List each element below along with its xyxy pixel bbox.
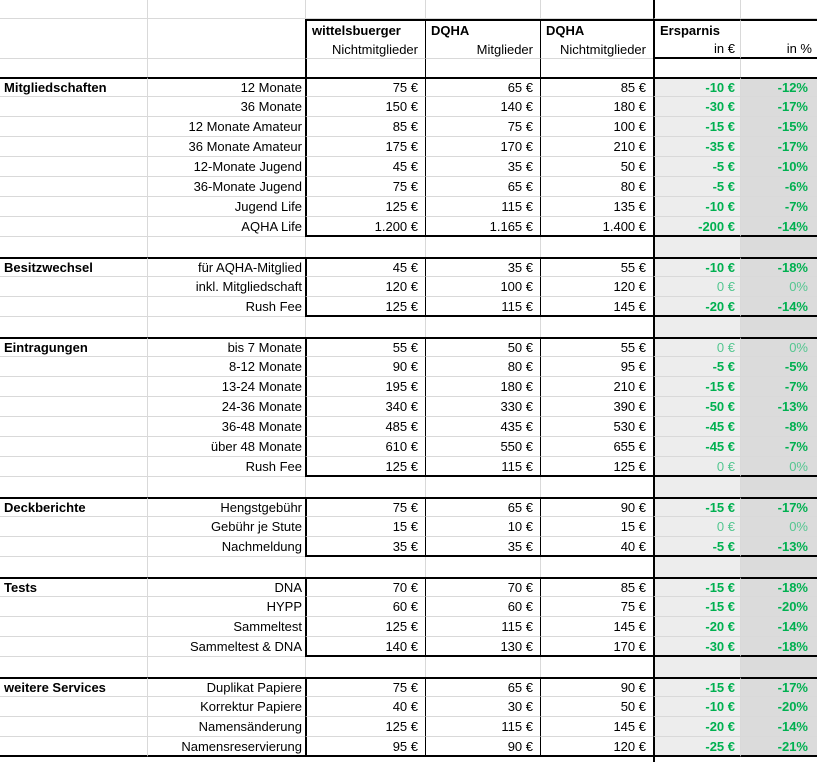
cell-category [0,517,147,537]
cell-category [0,597,147,617]
cell-saving-eur: -5 € [653,357,740,377]
header-dqha-nichtmitglieder: DQHA [540,19,653,40]
cell-item-label: DNA [147,577,305,597]
cell-price-dqha-nichtmitglieder: 210 € [540,137,653,157]
cell-price-dqha-nichtmitglieder: 40 € [540,537,653,557]
cell-price-dqha-nichtmitglieder: 50 € [540,157,653,177]
header-blank-cell [653,59,740,77]
gap-cell [653,237,740,257]
cell-saving-eur: -10 € [653,77,740,97]
gap-cell [425,477,540,497]
cell-saving-pct: -15% [740,117,817,137]
cell-price-dqha-nichtmitglieder: 530 € [540,417,653,437]
cell-price-wittelsbuerger: 75 € [305,77,425,97]
section-deckberichte [0,497,817,557]
cell-price-dqha-mitglieder: 330 € [425,397,540,417]
cell-saving-pct: -18% [740,577,817,597]
cell-saving-eur: -15 € [653,577,740,597]
cell-saving-pct: -18% [740,637,817,657]
cell-price-dqha-nichtmitglieder: 100 € [540,117,653,137]
cell-price-wittelsbuerger: 125 € [305,617,425,637]
cell-price-dqha-nichtmitglieder: 180 € [540,97,653,117]
cell-saving-eur: -20 € [653,717,740,737]
cell-category: Eintragungen [0,337,147,357]
gap-cell [305,657,425,677]
cell-saving-eur: 0 € [653,277,740,297]
cell-item-label: 36 Monate Amateur [147,137,305,157]
cell-saving-eur: -15 € [653,597,740,617]
cell-item-label: 36 Monate [147,97,305,117]
gap-cell [305,477,425,497]
cell-item-label: 36-Monate Jugend [147,177,305,197]
gap-cell [147,317,305,337]
header-spacer-cell [147,0,305,19]
cell-price-wittelsbuerger: 125 € [305,297,425,317]
cell-price-dqha-nichtmitglieder: 95 € [540,357,653,377]
gap-cell [740,657,817,677]
cell-price-wittelsbuerger: 75 € [305,177,425,197]
cell-saving-pct: -10% [740,157,817,177]
header-blank-cell [147,40,305,59]
cell-price-dqha-mitglieder: 30 € [425,697,540,717]
gap-cell [540,477,653,497]
cell-price-wittelsbuerger: 55 € [305,337,425,357]
filler-cell [147,757,305,762]
cell-price-wittelsbuerger: 40 € [305,697,425,717]
header-spacer-cell [540,0,653,19]
cell-category [0,437,147,457]
cell-item-label: HYPP [147,597,305,617]
cell-price-wittelsbuerger: 45 € [305,257,425,277]
cell-category [0,377,147,397]
cell-price-dqha-mitglieder: 10 € [425,517,540,537]
gap-cell [740,477,817,497]
cell-item-label: AQHA Life [147,217,305,237]
cell-item-label: für AQHA-Mitglied [147,257,305,277]
cell-price-dqha-nichtmitglieder: 145 € [540,717,653,737]
cell-saving-pct: -14% [740,717,817,737]
cell-saving-pct: -14% [740,617,817,637]
gap-cell [0,477,147,497]
gap-cell [147,477,305,497]
cell-price-dqha-nichtmitglieder: 85 € [540,77,653,97]
cell-saving-pct: -20% [740,697,817,717]
cell-price-dqha-mitglieder: 115 € [425,297,540,317]
cell-price-dqha-mitglieder: 140 € [425,97,540,117]
cell-price-dqha-mitglieder: 75 € [425,117,540,137]
cell-price-dqha-nichtmitglieder: 170 € [540,637,653,657]
cell-category [0,537,147,557]
section-besitzwechsel [0,257,817,317]
cell-saving-pct: -7% [740,377,817,397]
cell-price-dqha-mitglieder: 550 € [425,437,540,457]
gap-cell [540,657,653,677]
cell-saving-eur: -15 € [653,377,740,397]
cell-category: weitere Services [0,677,147,697]
bottom-filler [0,757,817,762]
table-header [0,0,817,77]
cell-price-dqha-nichtmitglieder: 145 € [540,297,653,317]
header-blank-cell [147,59,305,77]
cell-saving-pct: -6% [740,177,817,197]
cell-saving-eur: -200 € [653,217,740,237]
cell-category: Tests [0,577,147,597]
cell-price-dqha-mitglieder: 115 € [425,197,540,217]
cell-item-label: Namensreservierung [147,737,305,757]
cell-saving-pct: -13% [740,537,817,557]
cell-item-label: Namensänderung [147,717,305,737]
cell-category: Deckberichte [0,497,147,517]
cell-saving-eur: -35 € [653,137,740,157]
cell-item-label: 12-Monate Jugend [147,157,305,177]
cell-saving-pct: -7% [740,437,817,457]
gap-cell [425,657,540,677]
gap-cell [540,317,653,337]
gap-cell [147,657,305,677]
cell-price-dqha-nichtmitglieder: 1.400 € [540,217,653,237]
cell-item-label: 36-48 Monate [147,417,305,437]
cell-saving-pct: -7% [740,197,817,217]
cell-saving-eur: -5 € [653,537,740,557]
cell-price-wittelsbuerger: 60 € [305,597,425,617]
cell-saving-eur: 0 € [653,337,740,357]
header-dqha-mitglieder: DQHA [425,19,540,40]
cell-saving-eur: -50 € [653,397,740,417]
cell-price-dqha-nichtmitglieder: 135 € [540,197,653,217]
cell-price-wittelsbuerger: 70 € [305,577,425,597]
cell-price-dqha-nichtmitglieder: 390 € [540,397,653,417]
cell-price-dqha-mitglieder: 130 € [425,637,540,657]
cell-price-dqha-nichtmitglieder: 210 € [540,377,653,397]
cell-item-label: über 48 Monate [147,437,305,457]
cell-category [0,197,147,217]
cell-item-label: Nachmeldung [147,537,305,557]
gap-cell [740,317,817,337]
header-spacer-cell [740,0,817,19]
cell-price-dqha-nichtmitglieder: 120 € [540,737,653,757]
gap-cell [740,557,817,577]
cell-price-dqha-mitglieder: 115 € [425,617,540,637]
cell-item-label: 13-24 Monate [147,377,305,397]
cell-category [0,157,147,177]
subheader-ersparnis-eur: in € [653,40,740,59]
gap-cell [425,317,540,337]
cell-category: Mitgliedschaften [0,77,147,97]
cell-price-wittelsbuerger: 195 € [305,377,425,397]
cell-saving-pct: 0% [740,517,817,537]
subheader-dqha-mitglieder: Mitglieder [425,40,540,59]
cell-price-dqha-mitglieder: 115 € [425,457,540,477]
cell-item-label: Jugend Life [147,197,305,217]
cell-saving-pct: -17% [740,497,817,517]
cell-saving-eur: -20 € [653,617,740,637]
gap-cell [147,557,305,577]
gap-cell [540,237,653,257]
gap-cell [147,237,305,257]
header-blank-cell [740,59,817,77]
cell-saving-eur: -15 € [653,677,740,697]
header-spacer-cell [305,0,425,19]
header-spacer-cell [425,0,540,19]
cell-price-dqha-nichtmitglieder: 80 € [540,177,653,197]
cell-saving-eur: -5 € [653,157,740,177]
cell-price-dqha-nichtmitglieder: 75 € [540,597,653,617]
cell-saving-pct: -12% [740,77,817,97]
cell-saving-eur: -10 € [653,257,740,277]
cell-item-label: Duplikat Papiere [147,677,305,697]
cell-saving-pct: -5% [740,357,817,377]
cell-saving-pct: -13% [740,397,817,417]
cell-saving-pct: -14% [740,217,817,237]
cell-saving-pct: -17% [740,677,817,697]
cell-saving-eur: -45 € [653,437,740,457]
cell-price-wittelsbuerger: 1.200 € [305,217,425,237]
gap-cell [653,557,740,577]
gap-cell [305,317,425,337]
cell-price-wittelsbuerger: 95 € [305,737,425,757]
cell-price-wittelsbuerger: 140 € [305,637,425,657]
header-blank-cell [0,40,147,59]
cell-price-dqha-mitglieder: 115 € [425,717,540,737]
cell-category [0,617,147,637]
cell-price-dqha-mitglieder: 65 € [425,677,540,697]
cell-item-label: bis 7 Monate [147,337,305,357]
gap-cell [425,557,540,577]
cell-saving-pct: 0% [740,337,817,357]
cell-price-dqha-mitglieder: 35 € [425,257,540,277]
cell-saving-eur: -20 € [653,297,740,317]
cell-price-dqha-mitglieder: 50 € [425,337,540,357]
cell-saving-pct: -17% [740,137,817,157]
cell-price-dqha-mitglieder: 90 € [425,737,540,757]
header-blank-cell [0,19,147,40]
filler-cell [740,757,817,762]
cell-price-dqha-mitglieder: 80 € [425,357,540,377]
cell-item-label: 8-12 Monate [147,357,305,377]
cell-price-dqha-mitglieder: 180 € [425,377,540,397]
gap-cell [0,237,147,257]
cell-price-dqha-nichtmitglieder: 85 € [540,577,653,597]
cell-saving-eur: -30 € [653,637,740,657]
header-spacer-cell [653,0,740,19]
cell-price-dqha-nichtmitglieder: 90 € [540,497,653,517]
cell-item-label: Sammeltest [147,617,305,637]
cell-category [0,717,147,737]
cell-price-dqha-mitglieder: 435 € [425,417,540,437]
cell-price-wittelsbuerger: 75 € [305,677,425,697]
cell-price-dqha-mitglieder: 100 € [425,277,540,297]
cell-price-dqha-mitglieder: 65 € [425,177,540,197]
header-wittelsbuerger: wittelsbuerger [305,19,425,40]
cell-price-dqha-nichtmitglieder: 55 € [540,337,653,357]
cell-category [0,397,147,417]
cell-saving-eur: -45 € [653,417,740,437]
filler-cell [540,757,653,762]
cell-price-wittelsbuerger: 150 € [305,97,425,117]
cell-price-wittelsbuerger: 45 € [305,157,425,177]
cell-saving-eur: 0 € [653,517,740,537]
cell-price-dqha-mitglieder: 70 € [425,577,540,597]
header-blank-cell [147,19,305,40]
cell-item-label: Hengstgebühr [147,497,305,517]
cell-saving-pct: -21% [740,737,817,757]
cell-category [0,97,147,117]
cell-price-dqha-mitglieder: 60 € [425,597,540,617]
gap-cell [0,317,147,337]
cell-price-wittelsbuerger: 610 € [305,437,425,457]
cell-price-dqha-mitglieder: 65 € [425,77,540,97]
gap-cell [740,237,817,257]
cell-category [0,217,147,237]
cell-price-wittelsbuerger: 485 € [305,417,425,437]
cell-item-label: Korrektur Papiere [147,697,305,717]
cell-item-label: 12 Monate Amateur [147,117,305,137]
filler-cell [305,757,425,762]
cell-item-label: 12 Monate [147,77,305,97]
cell-price-wittelsbuerger: 125 € [305,457,425,477]
cell-saving-pct: -17% [740,97,817,117]
cell-item-label: Rush Fee [147,297,305,317]
cell-price-wittelsbuerger: 120 € [305,277,425,297]
cell-price-dqha-nichtmitglieder: 50 € [540,697,653,717]
cell-price-dqha-mitglieder: 35 € [425,157,540,177]
cell-saving-eur: -25 € [653,737,740,757]
cell-item-label: inkl. Mitgliedschaft [147,277,305,297]
section-gap-row [0,557,817,577]
cell-price-wittelsbuerger: 125 € [305,197,425,217]
cell-item-label: 24-36 Monate [147,397,305,417]
cell-price-dqha-nichtmitglieder: 15 € [540,517,653,537]
cell-category [0,737,147,757]
cell-price-wittelsbuerger: 125 € [305,717,425,737]
cell-saving-eur: -15 € [653,117,740,137]
gap-cell [305,237,425,257]
gap-cell [0,657,147,677]
cell-price-dqha-nichtmitglieder: 145 € [540,617,653,637]
cell-price-dqha-nichtmitglieder: 120 € [540,277,653,297]
cell-category [0,637,147,657]
cell-category [0,697,147,717]
gap-cell [305,557,425,577]
cell-category [0,177,147,197]
cell-saving-eur: -5 € [653,177,740,197]
cell-saving-pct: -20% [740,597,817,617]
section-gap-row [0,237,817,257]
cell-price-dqha-mitglieder: 65 € [425,497,540,517]
section-mitgliedschaften [0,77,817,237]
cell-price-dqha-mitglieder: 1.165 € [425,217,540,237]
cell-saving-pct: -8% [740,417,817,437]
subheader-ersparnis-pct: in % [740,40,817,59]
cell-category [0,117,147,137]
cell-price-wittelsbuerger: 75 € [305,497,425,517]
cell-category [0,137,147,157]
cell-saving-eur: -30 € [653,97,740,117]
cell-category [0,357,147,377]
gap-cell [540,557,653,577]
cell-category [0,297,147,317]
cell-price-wittelsbuerger: 175 € [305,137,425,157]
gap-cell [425,237,540,257]
cell-price-wittelsbuerger: 90 € [305,357,425,377]
cell-price-dqha-nichtmitglieder: 655 € [540,437,653,457]
cell-category [0,277,147,297]
cell-price-dqha-mitglieder: 170 € [425,137,540,157]
cell-saving-pct: -18% [740,257,817,277]
section-gap-row [0,657,817,677]
cell-price-dqha-nichtmitglieder: 125 € [540,457,653,477]
cell-item-label: Rush Fee [147,457,305,477]
header-blank-cell [540,59,653,77]
gap-cell [653,477,740,497]
cell-saving-eur: -10 € [653,697,740,717]
gap-cell [653,657,740,677]
header-ersparnis: Ersparnis [653,19,740,40]
cell-saving-eur: 0 € [653,457,740,477]
cell-category: Besitzwechsel [0,257,147,277]
filler-cell [653,757,740,762]
filler-cell [425,757,540,762]
cell-saving-eur: -10 € [653,197,740,217]
section-weitere-services [0,677,817,757]
cell-price-wittelsbuerger: 85 € [305,117,425,137]
subheader-dqha-nichtmitglieder: Nichtmitglieder [540,40,653,59]
header-blank-cell [305,59,425,77]
cell-price-wittelsbuerger: 15 € [305,517,425,537]
cell-price-dqha-nichtmitglieder: 55 € [540,257,653,277]
section-tests [0,577,817,657]
cell-saving-pct: 0% [740,457,817,477]
cell-price-wittelsbuerger: 35 € [305,537,425,557]
cell-saving-pct: 0% [740,277,817,297]
cell-price-dqha-mitglieder: 35 € [425,537,540,557]
gap-cell [0,557,147,577]
filler-cell [0,757,147,762]
header-blank-cell [425,59,540,77]
header-blank-cell [740,19,817,40]
section-gap-row [0,317,817,337]
section-gap-row [0,477,817,497]
cell-category [0,417,147,437]
table-body [0,77,817,757]
header-blank-cell [0,59,147,77]
cell-price-dqha-nichtmitglieder: 90 € [540,677,653,697]
gap-cell [653,317,740,337]
header-spacer-cell [0,0,147,19]
cell-item-label: Gebühr je Stute [147,517,305,537]
subheader-wb-nichtmitglieder: Nichtmitglieder [305,40,425,59]
cell-item-label: Sammeltest & DNA [147,637,305,657]
cell-saving-pct: -14% [740,297,817,317]
cell-category [0,457,147,477]
cell-saving-eur: -15 € [653,497,740,517]
cell-price-wittelsbuerger: 340 € [305,397,425,417]
section-eintragungen [0,337,817,477]
